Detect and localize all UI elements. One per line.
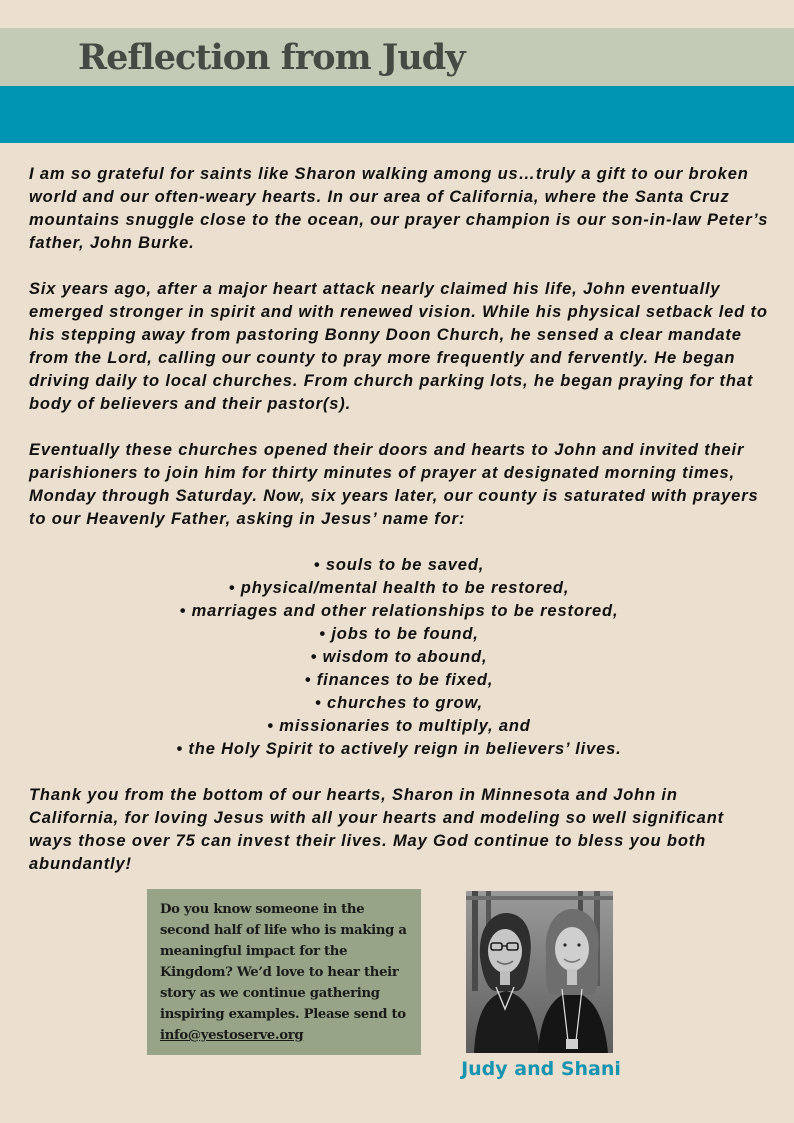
- callout-box: [147, 889, 421, 1055]
- photo-caption: Judy and Shani: [461, 1058, 621, 1080]
- article-body: [29, 163, 769, 899]
- list-item: • the Holy Spirit to actively reign in believers’ lives.: [176, 740, 622, 758]
- paragraph: I am so grateful for saints like Sharon walking among us…truly a gift to our broken world and our often-weary hearts. In our area of California, where the Santa Cruz mountains snuggle close to the ocean, our prayer champion is our son-in-law Peter’s father, John Burke.: [29, 165, 769, 252]
- prayer-list: [29, 554, 769, 761]
- list-item: • churches to grow,: [314, 694, 483, 712]
- list-item: • jobs to be found,: [319, 625, 479, 643]
- accent-band: [0, 86, 794, 143]
- paragraph: Six years ago, after a major heart attack nearly claimed his life, John eventually emerged stronger in spirit and with renewed vision. While his physical setback led to his stepping away from pastoring Bonny Doon Church, he sensed a clear mandate from the Lord, calling our county to pray more frequently and fervently. He began driving daily to local churches. From church parking lots, he began praying for that body of believers and their pastor(s).: [29, 280, 768, 413]
- email-link[interactable]: info@yestoserve.org: [160, 1028, 304, 1043]
- list-item: • finances to be fixed,: [304, 671, 494, 689]
- page-title: Reflection from Judy: [78, 37, 465, 78]
- paragraph: Eventually these churches opened their doors and hearts to John and invited their parishioners to join him for thirty minutes of prayer at designated morning times, Monday through Saturday. Now, six years later, our county is saturated with prayers to our Heavenly Father, asking in Jesus’ name for:: [29, 441, 759, 528]
- photo-illustration: [466, 891, 613, 1053]
- judy-and-shani-photo: [466, 891, 613, 1053]
- list-item: • wisdom to abound,: [310, 648, 488, 666]
- list-item: • souls to be saved,: [313, 556, 485, 574]
- closing-paragraph: Thank you from the bottom of our hearts, Sharon in Minnesota and John in California, for loving Jesus with all your hearts and modeling so well significant ways those over 75 can invest their lives. May God continue to bless you both abundantly!: [29, 786, 724, 873]
- callout-text: Do you know someone in the second half of life who is making a meaningful impact for the Kingdom? We’d love to hear their story as we continue gathering inspiring examples. Please send to: [160, 902, 407, 1022]
- list-item: • physical/mental health to be restored,: [228, 579, 570, 597]
- list-item: • marriages and other relationships to be restored,: [179, 602, 619, 620]
- list-item: • missionaries to multiply, and: [267, 717, 531, 735]
